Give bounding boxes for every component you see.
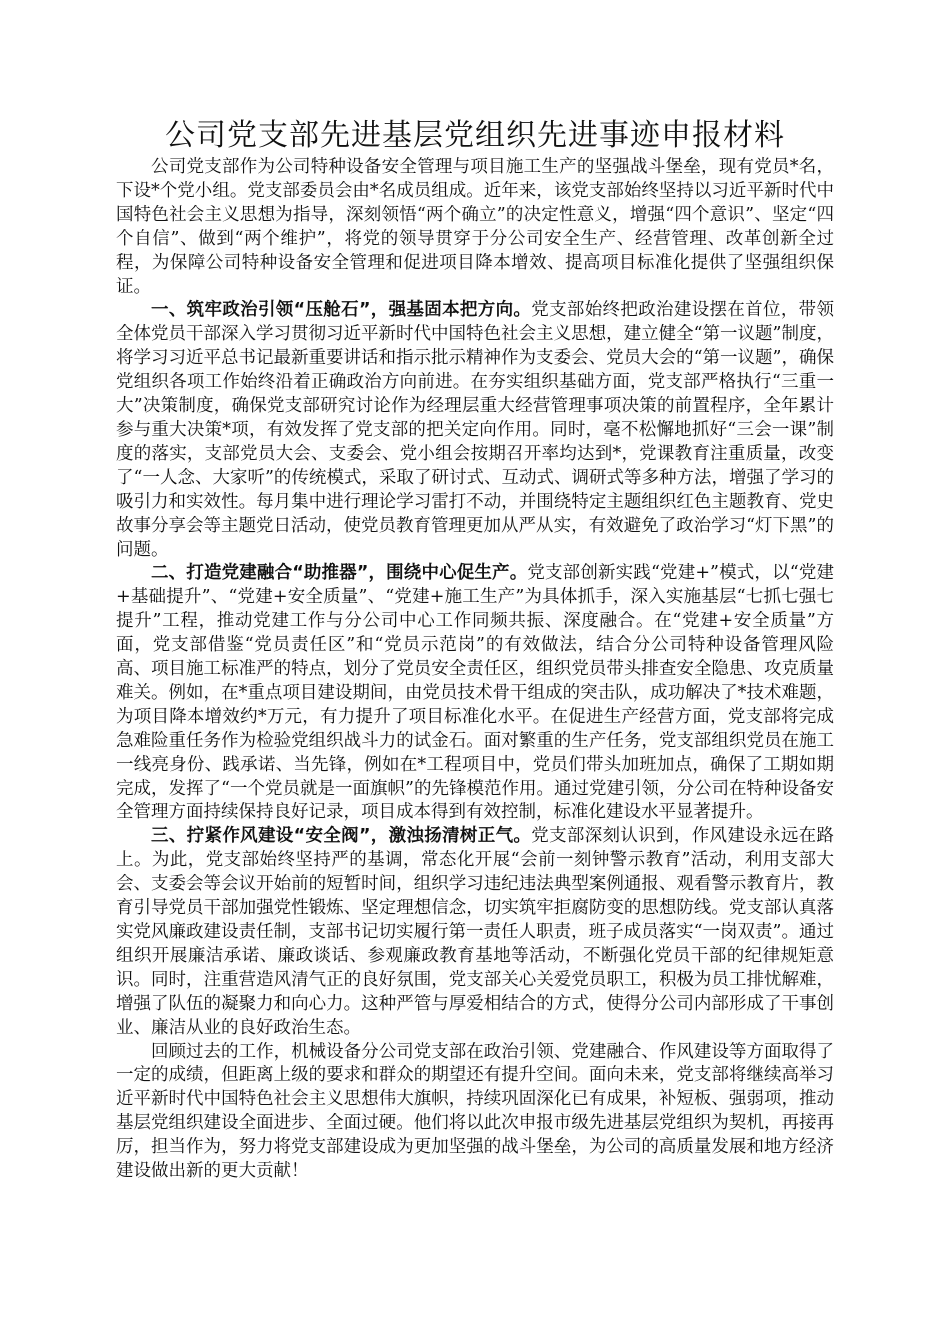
section-2-paragraph [116,562,834,825]
conclusion-paragraph: 回顾过去的工作，机械设备分公司党支部在政治引领、党建融合、作风建设等方面取得了一定的成绩，但距离上级的要求和群众的期望还有提升空间。面向未来，党支部将继续高举习近平新时代中国特色社会主义思想伟大旗帜，持续巩固深化已有成果，补短板、强弱项，推动基层党组织建设全面进步、全面过硬。他们将以此次申报市级先进基层党组织为契机，再接再厉，担当作为，努力将党支部建设成为更加坚强的战斗堡垒，为公司的高质量发展和地方经济建设做出新的更大贡献！ [116,1041,834,1182]
section-2-body: 党支部创新实践“党建+”模式，以“党建+基础提升”、“党建+安全质量”、“党建+施工生产”为具体抓手，深入实施基层“七抓七强七提升”工程，推动党建工作与分公司中心工作同频共振、深度融合。在“党建+安全质量”方面，党支部借鉴“党员责任区”和“党员示范岗”的有效做法，结合分公司特种设备管理风险高、项目施工标准严的特点，划分了党员安全责任区，组织党员带头排查安全隐患、攻克质量难关。例如，在*重点项目建设期间，由党员技术骨干组成的突击队，成功解决了*技术难题，为项目降本增效约*万元，有力提升了项目标准化水平。在促进生产经营方面，党支部将完成急难险重任务作为检验党组织战斗力的试金石。面对繁重的生产任务，党支部组织党员在施工一线亮身份、践承诺、当先锋，例如在*工程项目中，党员们带头加班加点，确保了工期如期完成，发挥了“一个党员就是一面旗帜”的先锋模范作用。通过党建引领，分公司在特种设备安全管理方面持续保持良好记录，项目成本得到有效控制，标准化建设水平显著提升。 [116,563,834,823]
section-3-body: 党支部深刻认识到，作风建设永远在路上。为此，党支部始终坚持严的基调，常态化开展“会前一刻钟警示教育”活动，利用支部大会、支委会等会议开始前的短暂时间，组织学习违纪违法典型案例通报、观看警示教育片，教育引导党员干部加强党性锻炼、坚定理想信念，切实筑牢拒腐防变的思想防线。党支部认真落实党风廉政建设责任制，支部书记切实履行第一责任人职责，班子成员落实“一岗双责”。通过组织开展廉洁承诺、廉政谈话、参观廉政教育基地等活动，不断强化党员干部的纪律规矩意识。同时，注重营造风清气正的良好氛围，党支部关心关爱党员职工，积极为员工排忧解难，增强了队伍的凝聚力和向心力。这种严管与厚爱相结合的方式，使得分公司内部形成了干事创业、廉洁从业的良好政治生态。 [116,826,834,1038]
section-1-paragraph [116,299,834,562]
section-2-heading: 二、打造党建融合“助推器”，围绕中心促生产。 [151,563,528,584]
document-page [116,116,834,1184]
section-3-paragraph [116,825,834,1040]
section-1-heading: 一、筑牢政治引领“压舱石”，强基固本把方向。 [151,300,532,321]
document-title: 公司党支部先进基层党组织先进事迹申报材料 [165,118,785,153]
intro-paragraph: 公司党支部作为公司特种设备安全管理与项目施工生产的坚强战斗堡垒，现有党员*名，下设*个党小组。党支部委员会由*名成员组成。近年来，该党支部始终坚持以习近平新时代中国特色社会主义思想为指导，深刻领悟“两个确立”的决定性意义，增强“四个意识”、坚定“四个自信”、做到“两个维护”，将党的领导贯穿于分公司安全生产、经营管理、改革创新全过程，为保障公司特种设备安全管理和促进项目降本增效、提高项目标准化提供了坚强组织保证。 [116,157,834,297]
section-1-body: 党支部始终把政治建设摆在首位，带领全体党员干部深入学习贯彻习近平新时代中国特色社会主义思想，建立健全“第一议题”制度，将学习习近平总书记最新重要讲话和指示批示精神作为支委会、党员大会的“第一议题”，确保党组织各项工作始终沿着正确政治方向前进。在夯实组织基础方面，党支部严格执行“三重一大”决策制度，确保党支部研究讨论作为经理层重大经营管理事项决策的前置程序，全年累计参与重大决策*项，有效发挥了党支部的把关定向作用。同时，毫不松懈地抓好“三会一课”制度的落实，支部党员大会、支委会、党小组会按期召开率均达到*，党课教育注重质量，改变了“一人念、大家听”的传统模式，采取了研讨式、互动式、调研式等多种方法，增强了学习的吸引力和实效性。每月集中进行理论学习雷打不动，并围绕特定主题组织红色主题教育、党史故事分享会等主题党日活动，使党员教育管理更加从严从实，有效避免了政治学习“灯下黑”的问题。 [116,300,834,560]
section-3-heading: 三、拧紧作风建设“安全阀”，激浊扬清树正气。 [151,826,532,847]
